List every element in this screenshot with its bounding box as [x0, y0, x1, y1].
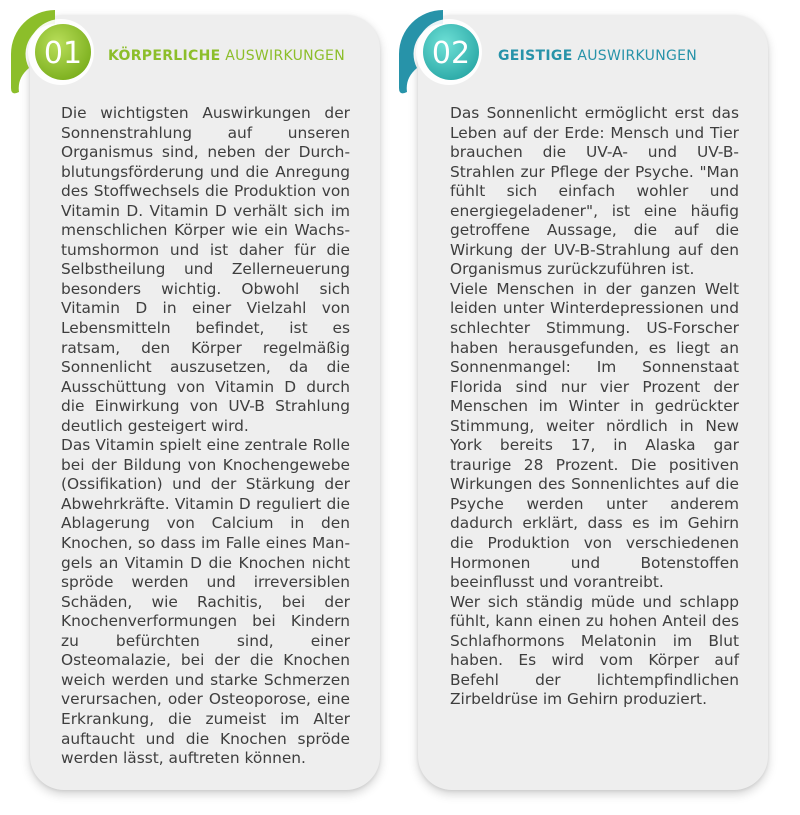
heading-bold-word: GEISTIGE: [498, 48, 573, 64]
heading-bold-word: KÖRPERLICHE: [108, 48, 221, 64]
paragraph: Viele Menschen in der ganzen Welt leiden unter Winterdepressionen und schlechter Stimmung. US-Forscher haben herausgefunden, es liegt an Sonnenmangel: Im Sonnenstaat Florida sind nur vier Prozent der Menschen im Winter in gedrückter Stimmung, weiter nördlich in New York bereits 17, in Alaska gar traurige 28 Prozent. Die positiven Wirkungen des Sonnenlichtes auf die Psyche werden unter anderem dadurch erklärt, dass es im Gehirn die Produktion von verschiedenen Hormonen und Botenstoffen beeinflusst und vorantreibt.: [450, 279, 739, 592]
section-heading-02: [498, 48, 697, 64]
number-badge-02: [397, 8, 489, 100]
section-body-01: [61, 104, 350, 769]
paragraph: Das Sonnenlicht ermöglicht erst das Leben auf der Erde: Mensch und Tier brauchen die UV-A- und UV-B-Strahlen zur Pflege der Psyche. "Man fühlt sich einfach wohler und energiegeladener", ist eine häufig getroffene Aussage, die auf die Wirkung der UV-B-Strahlung auf den Organismus zurückzuführen ist.: [450, 104, 739, 279]
section-heading-01: [108, 48, 345, 64]
paragraph: Die wichtigsten Auswirkungen der Sonnenstrahlung auf unseren Organismus sind, neben der Durchblutungsförderung und die Anregung des Stoffwechsels die Produktion von Vitamin D. Vitamin D verhält sich im menschlichen Körper wie ein Wachstumshormon und ist daher für die Selbstheilung und Zellerneuerung besonders wichtig. Obwohl sich Vitamin D in einer Vielzahl von Lebensmitteln befindet, ist es ratsam, den Körper regelmäßig Sonnenlicht auszusetzen, da die Ausschüttung von Vitamin D durch die Einwirkung von UV-B Strahlung deutlich gesteigert wird.: [61, 104, 350, 435]
paragraph: Wer sich ständig müde und schlapp fühlt, kann einen zu hohen Anteil des Schlafhormons Melatonin im Blut haben. Es wird vom Körper auf Befehl der lichtempfindlichen Zirbeldrüse im Gehirn produziert.: [450, 592, 739, 709]
heading-rest-word: AUSWIRKUNGEN: [225, 48, 345, 64]
heading-rest-word: AUSWIRKUNGEN: [577, 48, 698, 64]
badge-number-text: 01: [43, 36, 83, 71]
section-body-02: [450, 104, 739, 710]
number-badge-01: [9, 8, 101, 100]
badge-number-text: 02: [431, 36, 471, 71]
paragraph: Das Vitamin spielt eine zentrale Rolle bei der Bildung von Knochengewebe (Ossifikation) und der Stärkung der Abwehrkräfte. Vitamin D reguliert die Ablagerung von Calcium in den Knochen, so dass im Falle eines Mangels an Vitamin D die Knochen nicht spröde werden und irreversiblen Schäden, wie Rachitis, bei der Knochenverformungen bei Kindern zu befürchten sind, einer Osteomalazie, bei der die Knochen weich werden und starke Schmerzen verursachen, oder Osteoporose, eine Erkrankung, die zumeist im Alter auftaucht und die Knochen spröde werden lässt, auftreten können.: [61, 436, 350, 768]
